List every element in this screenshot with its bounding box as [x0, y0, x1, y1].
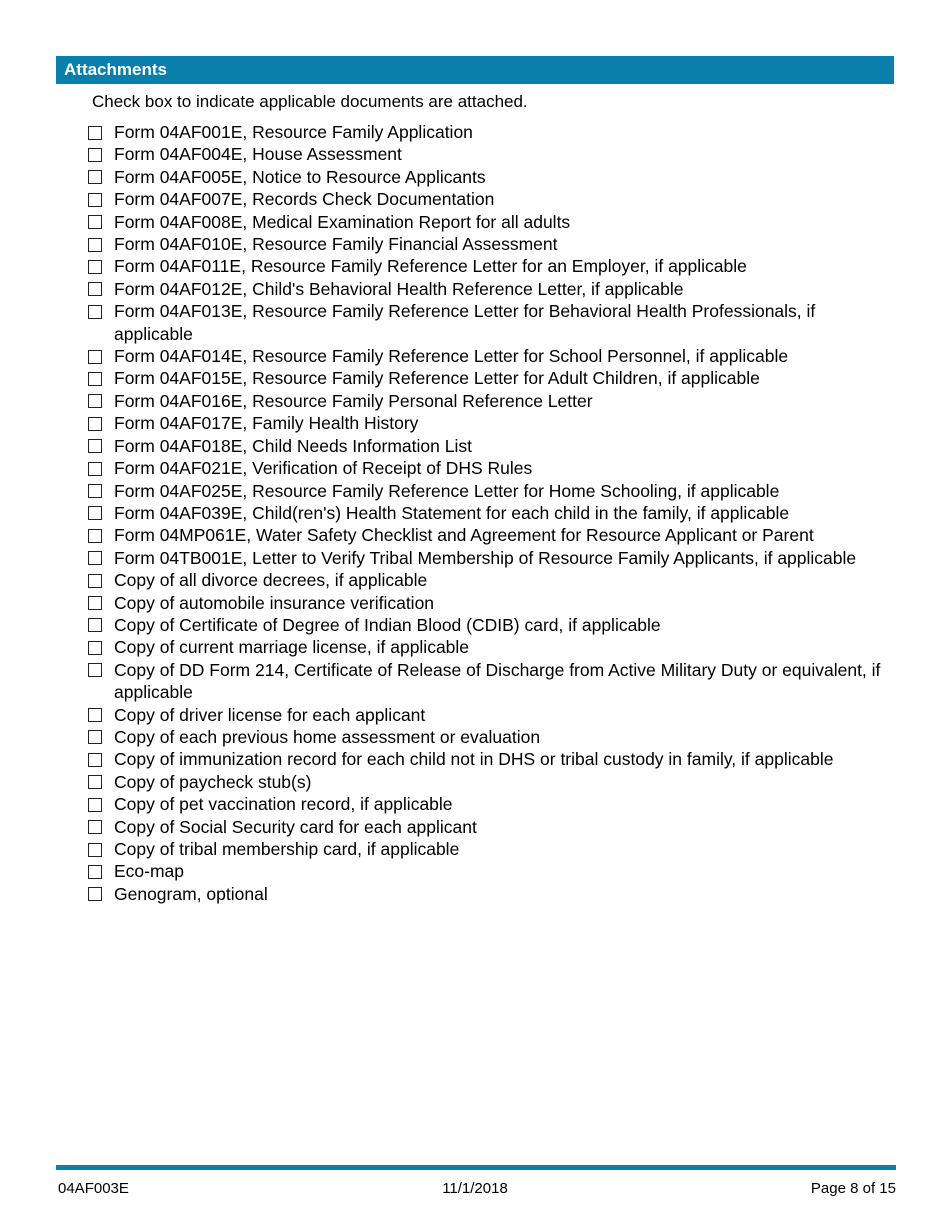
checklist-item-label: Form 04MP061E, Water Safety Checklist and Agreement for Resource Applicant or Parent	[114, 525, 814, 546]
checklist-item	[87, 143, 892, 165]
checklist-item-label: Form 04AF017E, Family Health History	[114, 413, 419, 434]
checkbox[interactable]	[88, 193, 102, 207]
checklist-item	[87, 300, 892, 345]
instruction-text: Check box to indicate applicable documents are attached.	[92, 92, 528, 111]
checklist-item-label: Form 04TB001E, Letter to Verify Tribal Membership of Resource Family Applicants, if applicable	[114, 547, 857, 568]
checklist-item-label: Copy of DD Form 214, Certificate of Release of Discharge from Active Military Duty or equivalent, if applicable	[114, 659, 881, 703]
checkbox[interactable]	[88, 282, 102, 296]
checkbox[interactable]	[88, 506, 102, 520]
checklist-item	[87, 636, 892, 658]
section-header	[56, 56, 894, 84]
checkbox[interactable]	[88, 574, 102, 588]
checkbox[interactable]	[88, 170, 102, 184]
checklist-item-label: Form 04AF021E, Verification of Receipt of DHS Rules	[114, 458, 533, 479]
checkbox[interactable]	[88, 394, 102, 408]
checklist-item-label: Copy of tribal membership card, if applicable	[114, 839, 460, 859]
checklist-item-label: Copy of driver license for each applicant	[114, 704, 426, 725]
checklist-item	[87, 726, 892, 748]
checkbox[interactable]	[88, 887, 102, 901]
checklist-item	[87, 211, 892, 233]
checklist-item-label: Copy of Social Security card for each applicant	[114, 816, 477, 837]
checklist-item-label: Form 04AF012E, Child's Behavioral Health Reference Letter, if applicable	[114, 278, 684, 299]
footer-page-number: Page 8 of 15	[810, 1180, 896, 1197]
checklist-item	[87, 547, 892, 569]
checklist-item	[87, 748, 892, 770]
checklist-item	[87, 793, 892, 815]
checklist-item	[87, 188, 892, 210]
checklist-item-label: Copy of automobile insurance verification	[114, 592, 435, 613]
attachment-checklist	[87, 121, 892, 905]
checklist-item-label: Copy of each previous home assessment or evaluation	[114, 726, 541, 747]
checklist-item	[87, 860, 892, 882]
checklist-item	[87, 614, 892, 636]
checklist-item-label: Form 04AF013E, Resource Family Reference Letter for Behavioral Health Professionals, if applicable	[114, 301, 816, 344]
checkbox[interactable]	[88, 215, 102, 229]
checkbox[interactable]	[88, 350, 102, 364]
checklist-item-label: Copy of all divorce decrees, if applicable	[114, 570, 428, 591]
checkbox[interactable]	[88, 462, 102, 476]
checklist-item	[87, 255, 892, 277]
checklist-item	[87, 704, 892, 726]
checklist-item-label: Form 04AF004E, House Assessment	[114, 144, 402, 165]
checklist-item	[87, 457, 892, 479]
checklist-item-label: Form 04AF015E, Resource Family Reference Letter for Adult Children, if applicable	[114, 368, 760, 389]
checkbox[interactable]	[88, 843, 102, 857]
footer-form-number: 04AF003E	[58, 1180, 129, 1197]
checklist-item-label: Form 04AF010E, Resource Family Financial Assessment	[114, 234, 558, 255]
checklist-item	[87, 233, 892, 255]
checkbox[interactable]	[88, 865, 102, 879]
checklist-item	[87, 883, 892, 905]
checklist-item-label: Eco-map	[114, 861, 185, 882]
checklist-item-label: Form 04AF025E, Resource Family Reference Letter for Home Schooling, if applicable	[114, 480, 780, 501]
checklist-item-label: Form 04AF007E, Records Check Documentation	[114, 189, 495, 210]
checklist-item	[87, 480, 892, 502]
checkbox[interactable]	[88, 551, 102, 565]
checklist-item	[87, 390, 892, 412]
checkbox[interactable]	[88, 417, 102, 431]
checklist-item-label: Form 04AF011E, Resource Family Reference Letter for an Employer, if applicable	[114, 256, 747, 277]
checkbox[interactable]	[88, 618, 102, 632]
checklist-item-label: Form 04AF014E, Resource Family Reference Letter for School Personnel, if applicable	[114, 346, 789, 367]
checklist-item-label: Form 04AF008E, Medical Examination Report for all adults	[114, 211, 571, 232]
checkbox[interactable]	[88, 148, 102, 162]
checkbox[interactable]	[88, 596, 102, 610]
checkbox[interactable]	[88, 305, 102, 319]
checklist-item	[87, 121, 892, 143]
checkbox[interactable]	[88, 439, 102, 453]
checklist-item	[87, 278, 892, 300]
section-title: Attachments	[64, 60, 167, 79]
checklist-item-label: Copy of pet vaccination record, if applicable	[114, 794, 453, 815]
checklist-item	[87, 412, 892, 434]
checkbox[interactable]	[88, 641, 102, 655]
checkbox[interactable]	[88, 730, 102, 744]
checklist-item-label: Form 04AF016E, Resource Family Personal Reference Letter	[114, 390, 593, 411]
checklist-item-label: Copy of immunization record for each child not in DHS or tribal custody in family, if applicable	[114, 749, 834, 770]
checklist-item	[87, 524, 892, 546]
footer-rule	[56, 1165, 896, 1170]
checklist-item	[87, 345, 892, 367]
checklist-item	[87, 838, 892, 860]
checklist-item	[87, 816, 892, 838]
checklist-item	[87, 367, 892, 389]
checklist-item-label: Form 04AF001E, Resource Family Application	[114, 122, 473, 142]
checkbox[interactable]	[88, 126, 102, 140]
checkbox[interactable]	[88, 798, 102, 812]
checkbox[interactable]	[88, 484, 102, 498]
checklist-item-label: Copy of paycheck stub(s)	[114, 771, 312, 792]
checklist-item	[87, 502, 892, 524]
checkbox[interactable]	[88, 372, 102, 386]
checkbox[interactable]	[88, 820, 102, 834]
checklist-item-label: Form 04AF018E, Child Needs Information List	[114, 435, 472, 456]
checklist-item	[87, 771, 892, 793]
checkbox[interactable]	[88, 663, 102, 677]
checklist-item	[87, 435, 892, 457]
checklist-item	[87, 659, 892, 704]
checklist-item-label: Copy of Certificate of Degree of Indian Blood (CDIB) card, if applicable	[114, 614, 661, 635]
checklist-item	[87, 569, 892, 591]
checkbox[interactable]	[88, 260, 102, 274]
footer-date: 11/1/2018	[442, 1180, 508, 1197]
checkbox[interactable]	[88, 238, 102, 252]
checkbox[interactable]	[88, 775, 102, 789]
checklist-item	[87, 592, 892, 614]
checklist-item-label: Form 04AF005E, Notice to Resource Applicants	[114, 166, 486, 187]
checklist-item	[87, 166, 892, 188]
checklist-item-label: Genogram, optional	[114, 883, 268, 904]
checkbox[interactable]	[88, 529, 102, 543]
checklist-item-label: Copy of current marriage license, if applicable	[114, 637, 470, 658]
checklist-item-label: Form 04AF039E, Child(ren's) Health Statement for each child in the family, if applicable	[114, 502, 790, 523]
checkbox[interactable]	[88, 753, 102, 767]
checkbox[interactable]	[88, 708, 102, 722]
